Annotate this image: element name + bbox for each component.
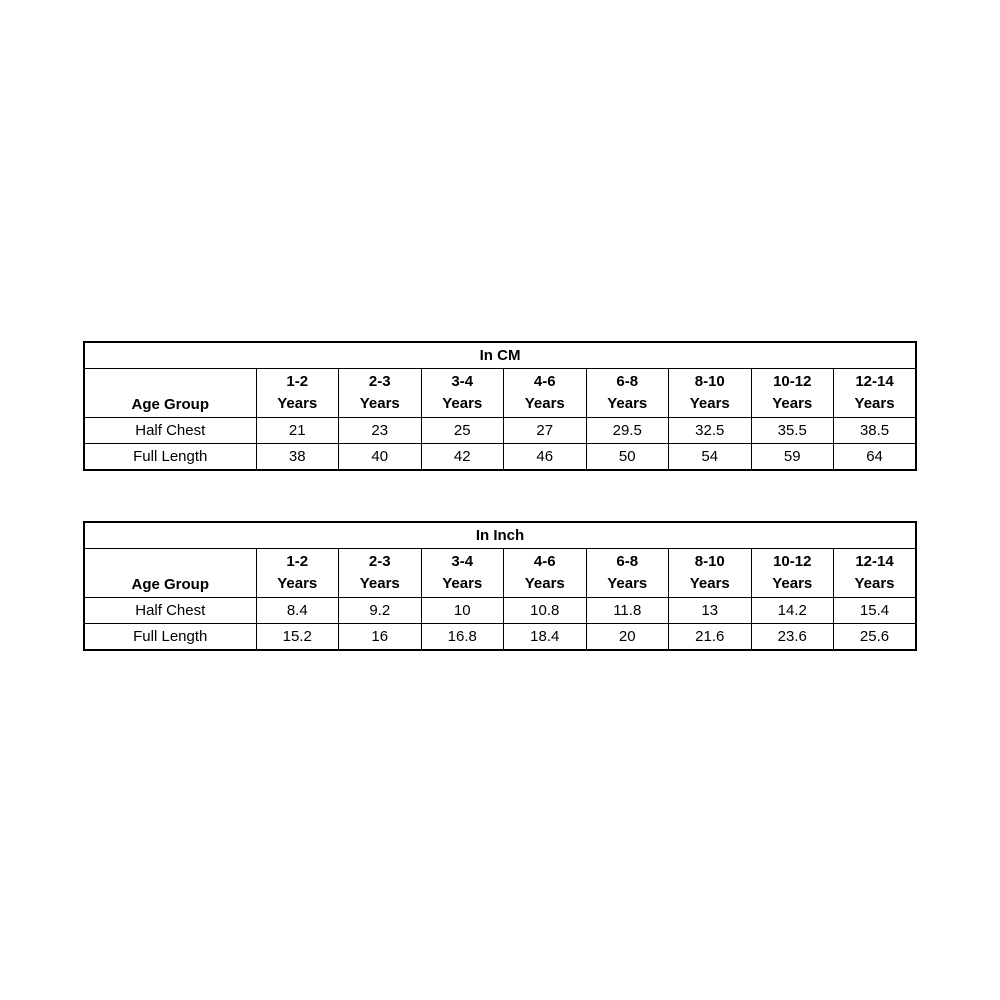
table-row-full-length	[84, 624, 916, 651]
age-range: 1-2	[286, 373, 309, 390]
table-cell: 16	[339, 624, 422, 651]
table-cell: 40	[339, 444, 422, 471]
age-group-column-header	[421, 369, 504, 418]
age-group-column-header	[256, 549, 339, 598]
age-range: 2-3	[368, 553, 391, 570]
table-cell: 8.4	[256, 598, 339, 624]
age-group-header: Age Group	[84, 369, 256, 418]
table-title: In CM	[84, 342, 916, 369]
age-range: 10-12	[773, 373, 812, 390]
age-range: 6-8	[616, 373, 639, 390]
age-group-column-header	[339, 549, 422, 598]
table-title-row	[84, 522, 916, 549]
age-range: 3-4	[451, 373, 474, 390]
table-cell: 11.8	[586, 598, 669, 624]
age-unit: Years	[359, 575, 400, 592]
table-cell: 50	[586, 444, 669, 471]
table-cell: 29.5	[586, 418, 669, 444]
age-unit: Years	[524, 395, 565, 412]
row-label: Full Length	[84, 444, 256, 471]
age-group-column-header	[421, 549, 504, 598]
table-cell: 21.6	[669, 624, 752, 651]
table-cell: 42	[421, 444, 504, 471]
table-row-half-chest	[84, 418, 916, 444]
age-range: 6-8	[616, 553, 639, 570]
table-title: In Inch	[84, 522, 916, 549]
table-cell: 10.8	[504, 598, 587, 624]
row-label: Half Chest	[84, 598, 256, 624]
age-range: 1-2	[286, 553, 309, 570]
table-cell: 16.8	[421, 624, 504, 651]
table-row-full-length	[84, 444, 916, 471]
table-cell: 15.2	[256, 624, 339, 651]
age-unit: Years	[442, 575, 483, 592]
table-cell: 13	[669, 598, 752, 624]
age-unit: Years	[689, 395, 730, 412]
age-group-column-header	[669, 549, 752, 598]
table-cell: 38	[256, 444, 339, 471]
age-unit: Years	[359, 395, 400, 412]
table-cell: 35.5	[751, 418, 834, 444]
age-unit: Years	[607, 575, 648, 592]
age-group-header: Age Group	[84, 549, 256, 598]
table-cell: 59	[751, 444, 834, 471]
age-range: 12-14	[855, 373, 894, 390]
age-range: 3-4	[451, 553, 474, 570]
age-group-column-header	[256, 369, 339, 418]
age-unit: Years	[854, 575, 895, 592]
age-unit: Years	[607, 395, 648, 412]
table-cell: 25.6	[834, 624, 917, 651]
age-group-column-header	[834, 549, 917, 598]
table-cell: 15.4	[834, 598, 917, 624]
age-group-column-header	[586, 369, 669, 418]
age-unit: Years	[772, 395, 813, 412]
table-cell: 14.2	[751, 598, 834, 624]
table-cell: 54	[669, 444, 752, 471]
age-group-column-header	[669, 369, 752, 418]
age-group-column-header	[834, 369, 917, 418]
age-unit: Years	[772, 575, 813, 592]
table-cell: 38.5	[834, 418, 917, 444]
age-group-column-header	[339, 369, 422, 418]
age-range: 12-14	[855, 553, 894, 570]
age-range: 8-10	[694, 553, 725, 570]
table-cell: 64	[834, 444, 917, 471]
age-group-column-header	[504, 369, 587, 418]
table-cell: 32.5	[669, 418, 752, 444]
table-cell: 27	[504, 418, 587, 444]
table-cell: 25	[421, 418, 504, 444]
age-group-column-header	[586, 549, 669, 598]
age-range: 2-3	[368, 373, 391, 390]
table-cell: 23	[339, 418, 422, 444]
age-range: 10-12	[773, 553, 812, 570]
table-cell: 18.4	[504, 624, 587, 651]
age-unit: Years	[442, 395, 483, 412]
table-row-half-chest	[84, 598, 916, 624]
table-cell: 23.6	[751, 624, 834, 651]
table-cell: 20	[586, 624, 669, 651]
age-unit: Years	[689, 575, 730, 592]
table-title-row	[84, 342, 916, 369]
row-label: Full Length	[84, 624, 256, 651]
table-cell: 10	[421, 598, 504, 624]
age-unit: Years	[524, 575, 565, 592]
size-chart-inch-table	[83, 521, 917, 651]
age-group-column-header	[504, 549, 587, 598]
age-range: 8-10	[694, 373, 725, 390]
age-unit: Years	[277, 395, 318, 412]
table-cell: 9.2	[339, 598, 422, 624]
age-unit: Years	[277, 575, 318, 592]
age-range: 4-6	[533, 373, 556, 390]
table-header-row	[84, 549, 916, 598]
row-label: Half Chest	[84, 418, 256, 444]
table-cell: 46	[504, 444, 587, 471]
table-header-row	[84, 369, 916, 418]
age-group-column-header	[751, 549, 834, 598]
table-cell: 21	[256, 418, 339, 444]
age-range: 4-6	[533, 553, 556, 570]
age-group-column-header	[751, 369, 834, 418]
age-unit: Years	[854, 395, 895, 412]
size-chart-cm-table	[83, 341, 917, 471]
